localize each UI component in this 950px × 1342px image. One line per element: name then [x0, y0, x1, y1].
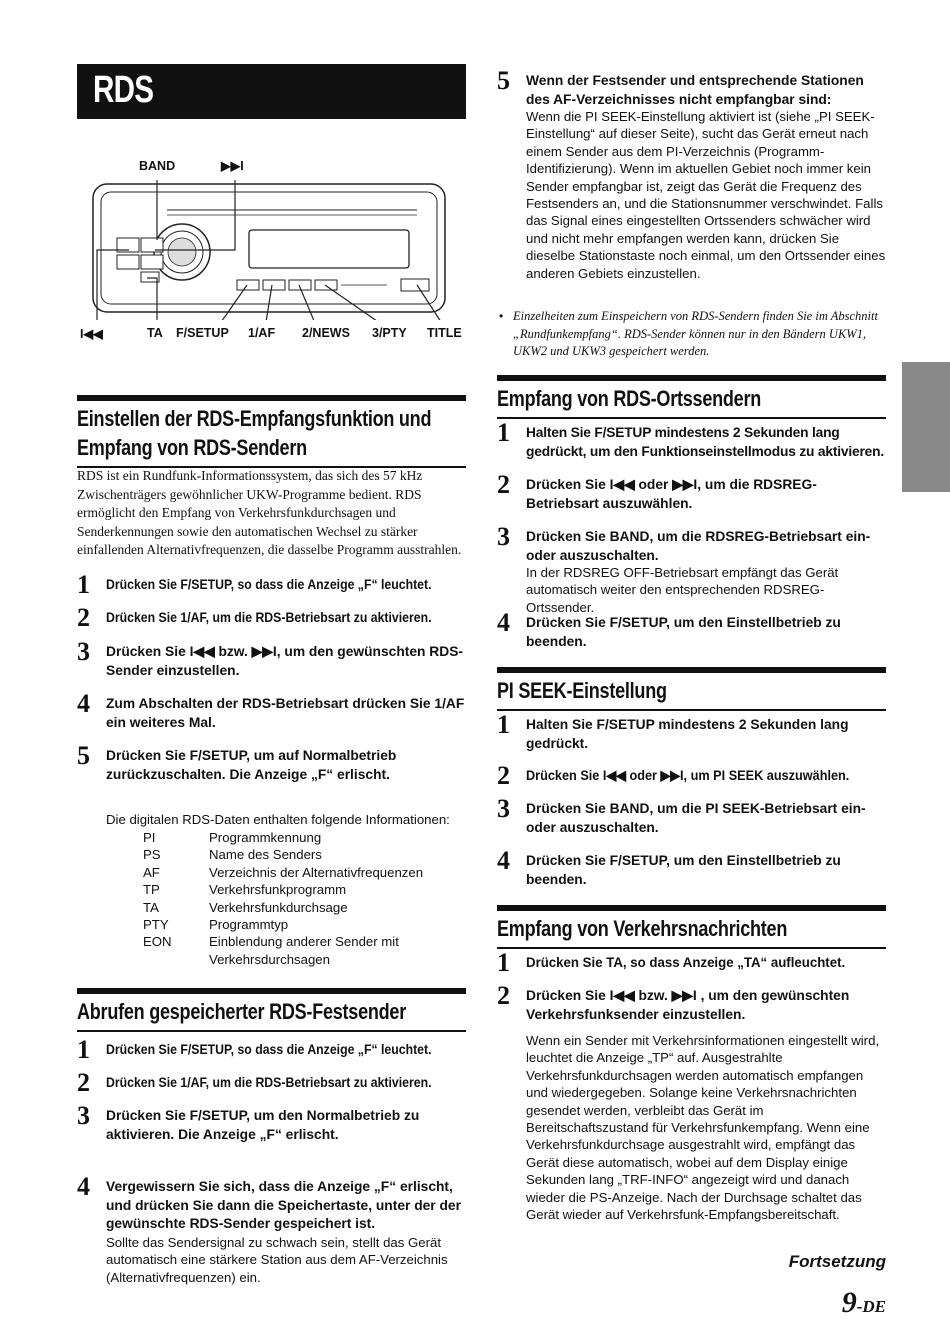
desc: Einblendung anderer Sender mit Verkehrsdurchsagen — [209, 934, 399, 967]
step-text: Drücken Sie F/SETUP, um den Normalbetrieb zu aktivieren. Die Anzeige „F“ erlischt. — [106, 1108, 420, 1142]
table-row — [143, 881, 466, 898]
label-next: ▶▶I — [221, 159, 244, 173]
continued-label: Fortsetzung — [788, 1252, 886, 1271]
code: PS — [143, 847, 161, 863]
heading-text: Empfang von RDS-Ortssendern — [497, 386, 762, 411]
desc: Programmkennung — [209, 830, 322, 845]
desc: Verzeichnis der Alternativfrequenzen — [209, 864, 424, 880]
heading-text: Abrufen gespeicherter RDS-Festsender — [77, 999, 406, 1024]
step-number: 4 — [77, 1172, 90, 1201]
step-number: 2 — [77, 603, 90, 632]
label-3pty: 3/PTY — [372, 326, 407, 340]
step-3-body: In der RDSREG OFF-Betriebsart empfängt das Gerät automatisch weiter den entsprechenden RDSREG-Ortssender. — [526, 565, 839, 615]
page-number-value: 9 — [841, 1286, 857, 1319]
page-number — [780, 1286, 886, 1320]
step-number: 1 — [77, 570, 90, 599]
step-text: Halten Sie F/SETUP mindestens 2 Sekunden lang gedrückt, um den Funktionseinstellmodus zu aktivieren. — [526, 425, 884, 459]
step-number: 5 — [77, 741, 90, 770]
step-text: Vergewissern Sie sich, dass die Anzeige „F“ erlischt, und drücken Sie dann die Speichertaste, unter der der gewünschte RDS-Sender gespeichert ist. — [106, 1179, 461, 1231]
step-number: 4 — [497, 608, 510, 637]
step-text: Drücken Sie F/SETUP, um den Einstellbetrieb zu beenden. — [526, 853, 841, 887]
step-number: 2 — [497, 470, 510, 499]
step-number: 1 — [497, 710, 510, 739]
code: PI — [143, 830, 156, 845]
step-number: 3 — [77, 1101, 90, 1130]
heading-line1: Einstellen der RDS-Empfangsfunktion und — [77, 406, 432, 431]
section-banner — [77, 64, 466, 119]
banner-title: RDS — [93, 69, 154, 111]
step-number: 1 — [497, 948, 510, 977]
label-1af: 1/AF — [248, 326, 276, 340]
desc: Verkehrsfunkprogramm — [209, 882, 347, 898]
heading-text: PI SEEK-Einstellung — [497, 678, 667, 703]
step-text: Zum Abschalten der RDS-Betriebsart drücken Sie 1/AF ein weiteres Mal. — [106, 696, 465, 730]
page-suffix: -DE — [856, 1297, 886, 1316]
table-row — [143, 899, 466, 916]
desc: Verkehrsfunkdurchsage — [209, 899, 348, 915]
step-number: 1 — [77, 1035, 90, 1064]
label-2news: 2/NEWS — [302, 326, 350, 340]
side-tab-marker — [902, 362, 950, 492]
intro-paragraph: RDS ist ein Rundfunk-Informationssystem, das sich des 57 kHz Zwischenträgers gewöhnlicher UKW-Programme bedient. RDS ermöglicht den Empfang von Verkehrsfunkdurchsagen und Senderkennungen sowie den automatischen Wechsel zu stärker einfallenden Alternativfrequenzen, die dasselbe Programm ausstrahlen. — [77, 468, 462, 557]
step-number: 5 — [497, 66, 510, 95]
step-text: Drücken Sie I◀◀ bzw. ▶▶I , um den gewünschten Verkehrsfunksender einzustellen. — [526, 988, 850, 1022]
note-text: Einzelheiten zum Einspeichern von RDS-Sendern finden Sie im Abschnitt „Rundfunkempfang“. RDS-Sender können nur in den Bändern UKW1, UKW2 und UKW3 gespeichert werden. — [513, 309, 878, 358]
step-text: Drücken Sie BAND, um die PI SEEK-Betriebsart ein- oder auszuschalten. — [526, 801, 866, 835]
step-5-body: Wenn die PI SEEK-Einstellung aktiviert ist (siehe „PI SEEK-Einstellung“ auf dieser Seite), sucht das Gerät erneut nach einem Sender aus dem PI-Verzeichnis (Programm-Identifizierung). Wenn im aktuellen Gebiet noch immer kein Sender empfangbar ist, zeigt das Gerät die Frequenz des Festsenders an, und die Stationsnummer verschwindet. Falls das Signal eines eingestellten Ortssenders schwächer wird und nicht mehr empfangen werden kann, drücken Sie dieselbe Stationstaste noch einmal, um den Ortssender eines anderen Gebiets einzustellen. — [526, 109, 886, 281]
label-band: BAND — [139, 159, 176, 173]
section-heading-recall-presets — [77, 988, 466, 1032]
code: AF — [143, 864, 160, 880]
step-text: Wenn der Festsender und entsprechende Stationen des AF-Verzeichnisses nicht empfangbar sind: — [526, 73, 864, 107]
table-row — [143, 829, 466, 846]
desc: Programmtyp — [209, 916, 289, 932]
section-heading-traffic-news — [497, 905, 886, 949]
label-title: TITLE — [427, 326, 462, 340]
code: PTY — [143, 916, 169, 932]
step-number: 2 — [497, 761, 510, 790]
step-text: Drücken Sie 1/AF, um die RDS-Betriebsart zu aktivieren. — [106, 610, 432, 625]
heading-line2: Empfang von RDS-Sendern — [77, 435, 307, 460]
step-text: Drücken Sie BAND, um die RDSREG-Betriebsart ein- oder auszuschalten. — [526, 529, 871, 563]
step-text: Halten Sie F/SETUP mindestens 2 Sekunden lang gedrückt. — [526, 717, 849, 751]
step-number: 2 — [497, 981, 510, 1010]
table-row — [143, 864, 466, 881]
desc: Name des Senders — [209, 847, 322, 863]
code: TP — [143, 882, 160, 898]
step-text: Drücken Sie 1/AF, um die RDS-Betriebsart zu aktivieren. — [106, 1075, 432, 1090]
traffic-news-body: Wenn ein Sender mit Verkehrsinformationen eingestellt wird, leuchtet die Anzeige „TP“ auf. Ausgestrahlte Verkehrsfunkdurchsagen werden automatisch empfangen und wiedergegeben. Solange keine Verkehrsnachrichten gesendet werden, verbleibt das Gerät im Bereitschaftszustand für Verkehrsfunkempfang. Wenn eine Verkehrsfunkdurchsage ausgestrahlt wird, empfängt das Gerät diese automatisch, wobei auf dem Display einige Sekunden lang „TRF-INFO“ angezeigt wird und danach wieder die PS-Anzeige. Nach der Durchsage schaltet das Gerät wieder auf Verkehrsfunk-Empfangsbereitschaft. — [526, 1033, 880, 1223]
rds-data-table — [143, 829, 466, 968]
step-text: Drücken Sie I◀◀ oder ▶▶I, um PI SEEK auszuwählen. — [526, 768, 850, 783]
step-text: Drücken Sie I◀◀ oder ▶▶I, um die RDSREG-Betriebsart auszuwählen. — [526, 477, 817, 511]
rds-data-intro: Die digitalen RDS-Daten enthalten folgende Informationen: — [106, 812, 450, 827]
section-heading-rds-setup — [77, 395, 466, 468]
step-number: 4 — [497, 846, 510, 875]
label-prev: I◀◀ — [80, 327, 103, 341]
heading-text: Empfang von Verkehrsnachrichten — [497, 916, 788, 941]
step-text: Drücken Sie I◀◀ bzw. ▶▶I, um den gewünschten RDS-Sender einzustellen. — [106, 644, 464, 678]
step-number: 1 — [497, 418, 510, 447]
section-heading-pi-seek — [497, 667, 886, 711]
step-number: 3 — [497, 794, 510, 823]
table-row — [143, 933, 466, 968]
step-text: Drücken Sie F/SETUP, so dass die Anzeige „F“ leuchtet. — [106, 577, 432, 592]
code: TA — [143, 899, 159, 915]
step-4-body: Sollte das Sendersignal zu schwach sein, stellt das Gerät automatisch eine stärkere Station aus dem AF-Verzeichnis (Alternativfrequenzen) ein. — [106, 1235, 448, 1285]
step-text: Drücken Sie F/SETUP, um auf Normalbetrieb zurückzuschalten. Die Anzeige „F“ erlischt. — [106, 748, 397, 782]
code: EON — [143, 934, 172, 950]
bullet-icon: • — [499, 309, 504, 323]
step-text: Drücken Sie TA, so dass Anzeige „TA“ aufleuchtet. — [526, 955, 846, 970]
step-number: 3 — [77, 637, 90, 666]
table-row — [143, 916, 466, 933]
step-text: Drücken Sie F/SETUP, um den Einstellbetrieb zu beenden. — [526, 615, 841, 649]
label-ta: TA — [147, 326, 163, 340]
step-number: 2 — [77, 1068, 90, 1097]
step-number: 3 — [497, 522, 510, 551]
section-heading-local-stations — [497, 375, 886, 419]
table-row — [143, 846, 466, 863]
step-number: 4 — [77, 689, 90, 718]
car-stereo-illustration — [77, 180, 466, 320]
step-text: Drücken Sie F/SETUP, so dass die Anzeige „F“ leuchtet. — [106, 1042, 432, 1057]
label-fsetup: F/SETUP — [176, 326, 229, 340]
